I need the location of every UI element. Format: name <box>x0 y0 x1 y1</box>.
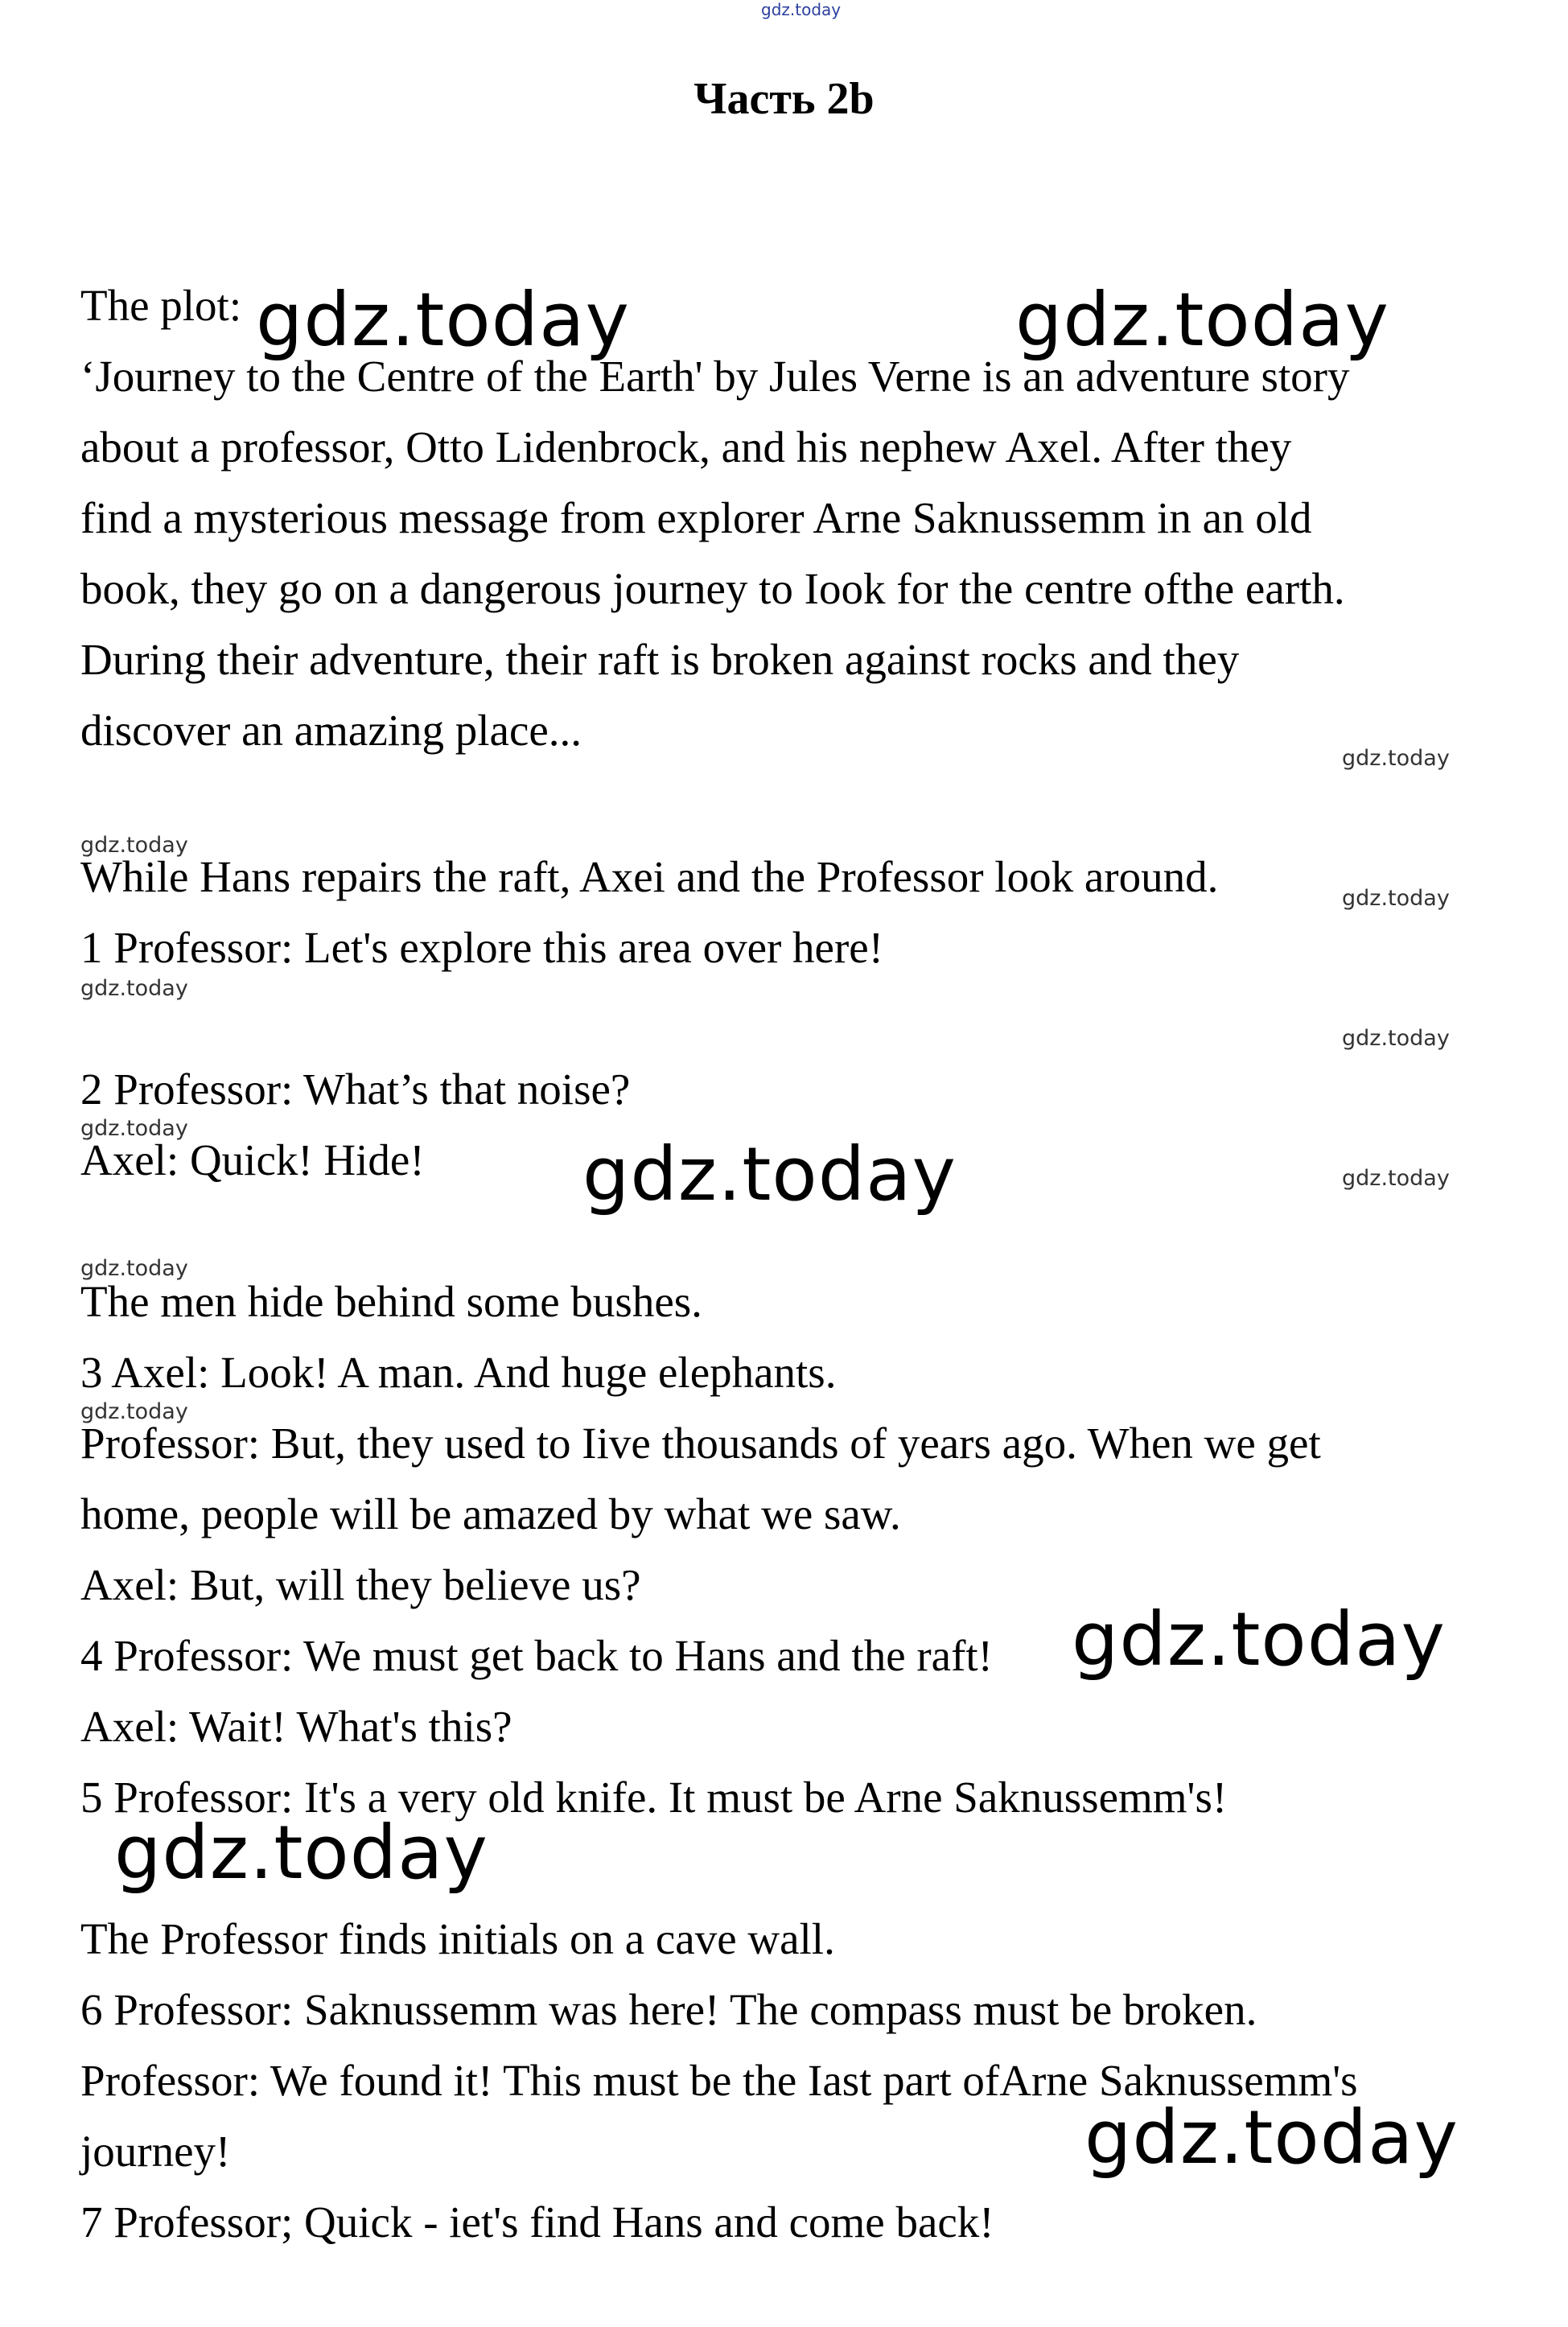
watermark-large: gdz.today <box>1072 1596 1446 1682</box>
script-line-8: home, people will be amazed by what we saw. <box>80 1489 901 1538</box>
plot-line-5: During their adventure, their raft is broken against rocks and they <box>80 635 1240 684</box>
watermark-small: gdz.today <box>80 1116 188 1141</box>
watermark-small: gdz.today <box>1342 886 1450 911</box>
script-line-4: Axel: Quick! Hide! <box>80 1135 425 1184</box>
plot-line-1: ‘Journey to the Centre of the Earth' by Jules Verne is an adventure story <box>80 352 1350 401</box>
script-line-2: 1 Professor: Let's explore this area over here! <box>80 923 884 972</box>
script-line-16: journey! <box>80 2127 231 2176</box>
plot-line-6: discover an amazing place... <box>80 706 582 755</box>
top-watermark: gdz.today <box>761 0 842 19</box>
watermark-small: gdz.today <box>80 833 188 858</box>
watermark-small: gdz.today <box>1342 1026 1450 1051</box>
plot-line-4: book, they go on a dangerous journey to Iook for the centre ofthe earth. <box>80 564 1345 613</box>
script-line-13: The Professor finds initials on a cave wall. <box>80 1914 835 1963</box>
script-line-1: While Hans repairs the raft, Axei and the Professor look around. <box>80 852 1219 901</box>
page-title: Часть 2b <box>693 74 875 124</box>
watermark-large: gdz.today <box>1015 277 1389 363</box>
script-line-10: 4 Professor: We must get back to Hans and the raft! <box>80 1631 993 1680</box>
script-line-5: The men hide behind some bushes. <box>80 1277 702 1326</box>
watermark-large: gdz.today <box>256 277 630 363</box>
script-line-7: Professor: But, they used to Iive thousands of years ago. When we get <box>80 1419 1321 1468</box>
script-line-9: Axel: But, will they believe us? <box>80 1560 641 1609</box>
script-line-3: 2 Professor: What’s that noise? <box>80 1065 631 1114</box>
watermark-small: gdz.today <box>1342 746 1450 771</box>
watermark-large: gdz.today <box>114 1810 488 1896</box>
watermark-small: gdz.today <box>80 976 188 1001</box>
plot-line-2: about a professor, Otto Lidenbrock, and his nephew Axel. After they <box>80 422 1292 472</box>
watermark-large: gdz.today <box>1084 2094 1459 2181</box>
script-line-15: Professor: We found it! This must be the Iast part ofArne Saknussemm's <box>80 2056 1358 2105</box>
watermark-large: gdz.today <box>582 1131 957 1217</box>
watermark-small: gdz.today <box>80 1399 188 1424</box>
plot-line-3: find a mysterious message from explorer Arne Saknussemm in an old <box>80 493 1312 542</box>
plot-label: The plot: <box>80 281 242 330</box>
script-line-6: 3 Axel: Look! A man. And huge elephants. <box>80 1348 837 1397</box>
watermark-small: gdz.today <box>80 1256 188 1281</box>
script-line-14: 6 Professor: Saknussemm was here! The compass must be broken. <box>80 1985 1257 2034</box>
watermark-small: gdz.today <box>1342 1166 1450 1191</box>
script-line-17: 7 Professor; Quick - iet's find Hans and come back! <box>80 2197 994 2247</box>
script-line-12: 5 Professor: It's a very old knife. It must be Arne Saknussemm's! <box>80 1773 1228 1822</box>
script-line-11: Axel: Wait! What's this? <box>80 1702 512 1751</box>
